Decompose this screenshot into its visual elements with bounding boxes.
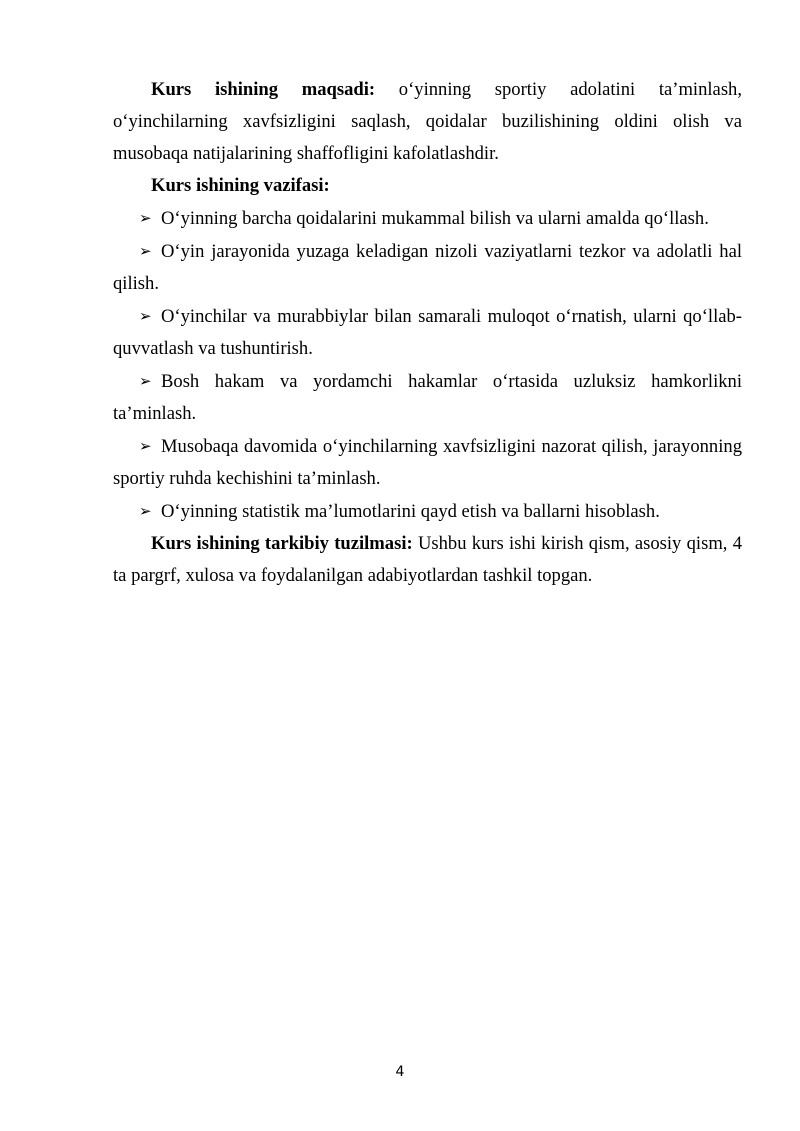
structure-label: Kurs ishining tarkibiy tuzilmasi: [151, 533, 413, 554]
task-item [113, 365, 742, 430]
task-text: Musobaqa davomida o‘yinchilarning xavfsizligini nazorat qilish, jarayonning sportiy ruhda kechishini ta’minlash. [113, 436, 742, 489]
goal-label: Kurs ishining maqsadi: [151, 79, 376, 100]
arrowhead-bullet-icon: ➢ [139, 307, 152, 325]
structure-paragraph [113, 528, 742, 592]
arrowhead-bullet-icon: ➢ [139, 372, 152, 390]
task-item [113, 202, 742, 235]
task-item [113, 430, 742, 495]
page-body [113, 74, 742, 592]
task-item [113, 495, 742, 528]
arrowhead-bullet-icon: ➢ [139, 242, 152, 260]
page-number: 4 [395, 1064, 405, 1080]
task-item [113, 300, 742, 365]
goal-text: o‘yinning sportiy adolatini ta’minlash, o‘yinchilarning xavfsizligini saqlash, qoidalar buzilishining oldini olish va musobaqa natijalarining shaffofligini kafolatlashdir. [113, 79, 742, 164]
task-text: O‘yinning statistik ma’lumotlarini qayd etish va ballarni hisoblash. [161, 501, 660, 522]
task-text: O‘yin jarayonida yuzaga keladigan nizoli vaziyatlarni tezkor va adolatli hal qilish. [113, 241, 742, 294]
task-text: O‘yinning barcha qoidalarini mukammal bilish va ularni amalda qo‘llash. [161, 208, 709, 229]
arrowhead-bullet-icon: ➢ [139, 502, 152, 520]
task-text: Bosh hakam va yordamchi hakamlar o‘rtasida uzluksiz hamkorlikni ta’minlash. [113, 371, 742, 424]
task-item [113, 235, 742, 300]
arrowhead-bullet-icon: ➢ [139, 437, 152, 455]
goal-paragraph [113, 74, 742, 170]
task-text: O‘yinchilar va murabbiylar bilan samarali muloqot o‘rnatish, ularni qo‘llab-quvvatlash va tushuntirish. [113, 306, 742, 359]
structure-text: Ushbu kurs ishi kirish qism, asosiy qism, 4 ta pargrf, xulosa va foydalanilgan adabiyotlardan tashkil topgan. [113, 533, 742, 586]
tasks-list [113, 202, 742, 528]
arrowhead-bullet-icon: ➢ [139, 209, 152, 227]
tasks-heading: Kurs ishining vazifasi: [151, 175, 330, 196]
